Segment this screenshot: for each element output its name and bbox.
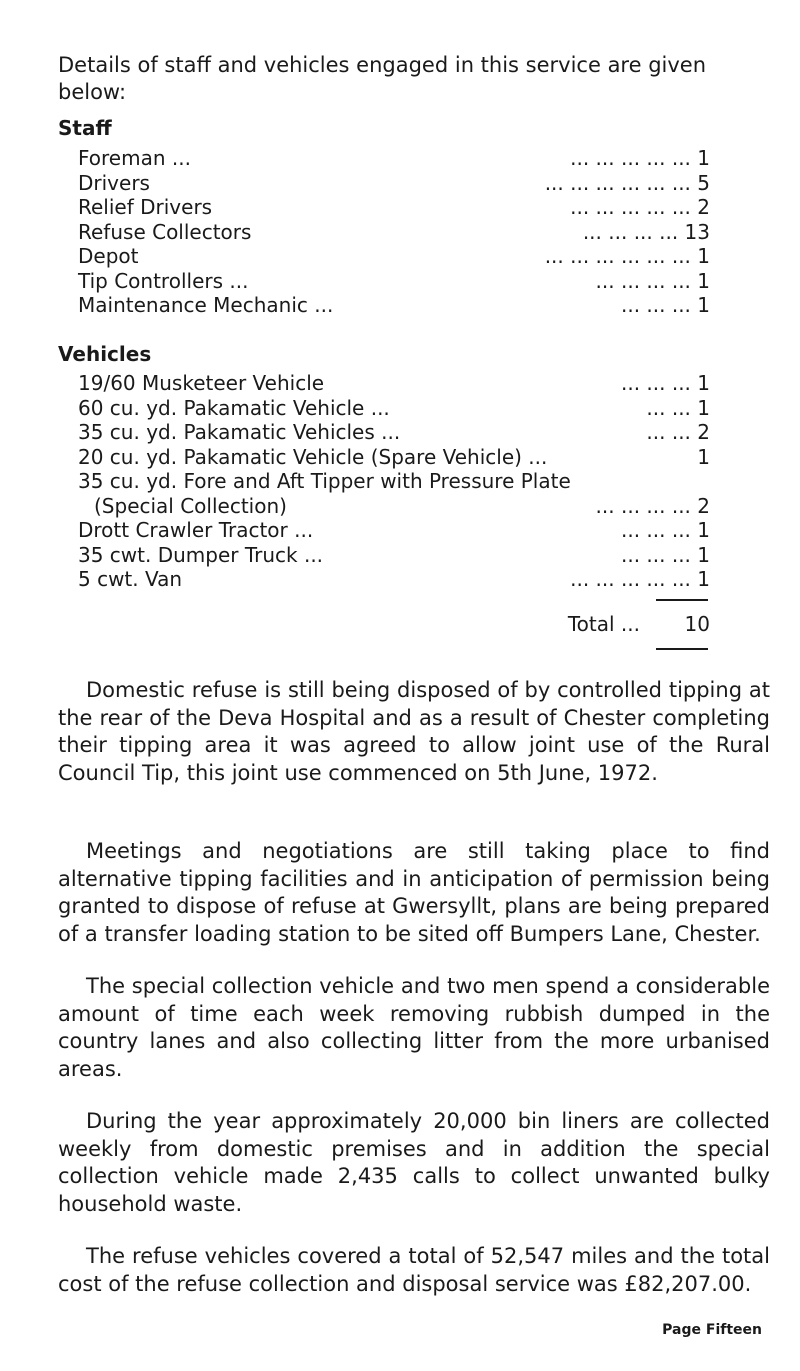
- staff-heading: Staff: [58, 116, 112, 140]
- intro-paragraph: Details of staff and vehicles engaged in this service are given below:: [58, 53, 707, 104]
- vehicle-row: 5 cwt. Van ... ... ... ... ... 1: [78, 567, 710, 591]
- page-number: Page Fifteen: [662, 1322, 762, 1338]
- staff-row: Drivers ... ... ... ... ... ... 5: [78, 170, 710, 195]
- paragraph-negotiations: Meetings and negotiations are still taking place to find alternative tipping facilities and in anticipation of permission being granted to dispose of refuse at Gwersyllt, plans are being prepared of a transfer loading station to be sited off Bumpers Lane, Chester.: [58, 839, 770, 946]
- paragraph-disposal: Domestic refuse is still being disposed of by controlled tipping at the rear of the Deva Hospital and as a result of Chester completing their tipping area it was agreed to allow joint use of the Rural Council Tip, this joint use commenced on 5th June, 1972.: [58, 678, 770, 785]
- total-label: Total ...: [567, 612, 640, 636]
- staff-row: Tip Controllers ... ... ... ... ... 1: [78, 268, 710, 293]
- total-value: 10: [684, 612, 710, 636]
- vehicles-list: [78, 371, 710, 592]
- staff-list: [78, 146, 710, 318]
- staff-row: Foreman ... ... ... ... ... ... 1: [78, 146, 710, 170]
- vehicles-heading: Vehicles: [58, 342, 152, 366]
- vehicle-row: Drott Crawler Tractor ... ... ... ... 1: [78, 518, 710, 542]
- vehicle-row: 35 cwt. Dumper Truck ... ... ... ... 1: [78, 542, 710, 567]
- total-bottom-rule: [656, 648, 708, 650]
- paragraph-special-collection: The special collection vehicle and two men spend a considerable amount of time each week removing rubbish dumped in the country lanes and also collecting litter from the more urbanised areas.: [58, 974, 770, 1081]
- total-row: [78, 612, 710, 638]
- staff-row: Refuse Collectors ... ... ... ... 13: [78, 219, 710, 244]
- vehicle-row: 19/60 Musketeer Vehicle ... ... ... 1: [78, 371, 710, 395]
- total-top-rule: [656, 599, 708, 601]
- staff-row: Depot ... ... ... ... ... ... 1: [78, 244, 710, 268]
- staff-row: Maintenance Mechanic ... ... ... ... 1: [78, 293, 710, 317]
- vehicle-row: 35 cu. yd. Fore and Aft Tipper with Pressure Plate: [78, 469, 571, 493]
- vehicle-row: 20 cu. yd. Pakamatic Vehicle (Spare Vehicle) ... 1: [78, 444, 710, 469]
- paragraph-bin-liners: During the year approximately 20,000 bin liners are collected weekly from domestic premises and in addition the special collection vehicle made 2,435 calls to collect unwanted bulky household waste.: [58, 1109, 770, 1216]
- staff-row: Relief Drivers ... ... ... ... ... 2: [78, 195, 710, 219]
- vehicle-row: 35 cu. yd. Pakamatic Vehicles ... ... ... 2: [78, 420, 710, 444]
- vehicle-row: (Special Collection) ... ... ... ... 2: [94, 493, 710, 518]
- paragraph-mileage-cost: The refuse vehicles covered a total of 52,547 miles and the total cost of the refuse collection and disposal service was £82,207.00.: [58, 1244, 770, 1296]
- vehicle-row: 60 cu. yd. Pakamatic Vehicle ... ... ... 1: [78, 395, 710, 420]
